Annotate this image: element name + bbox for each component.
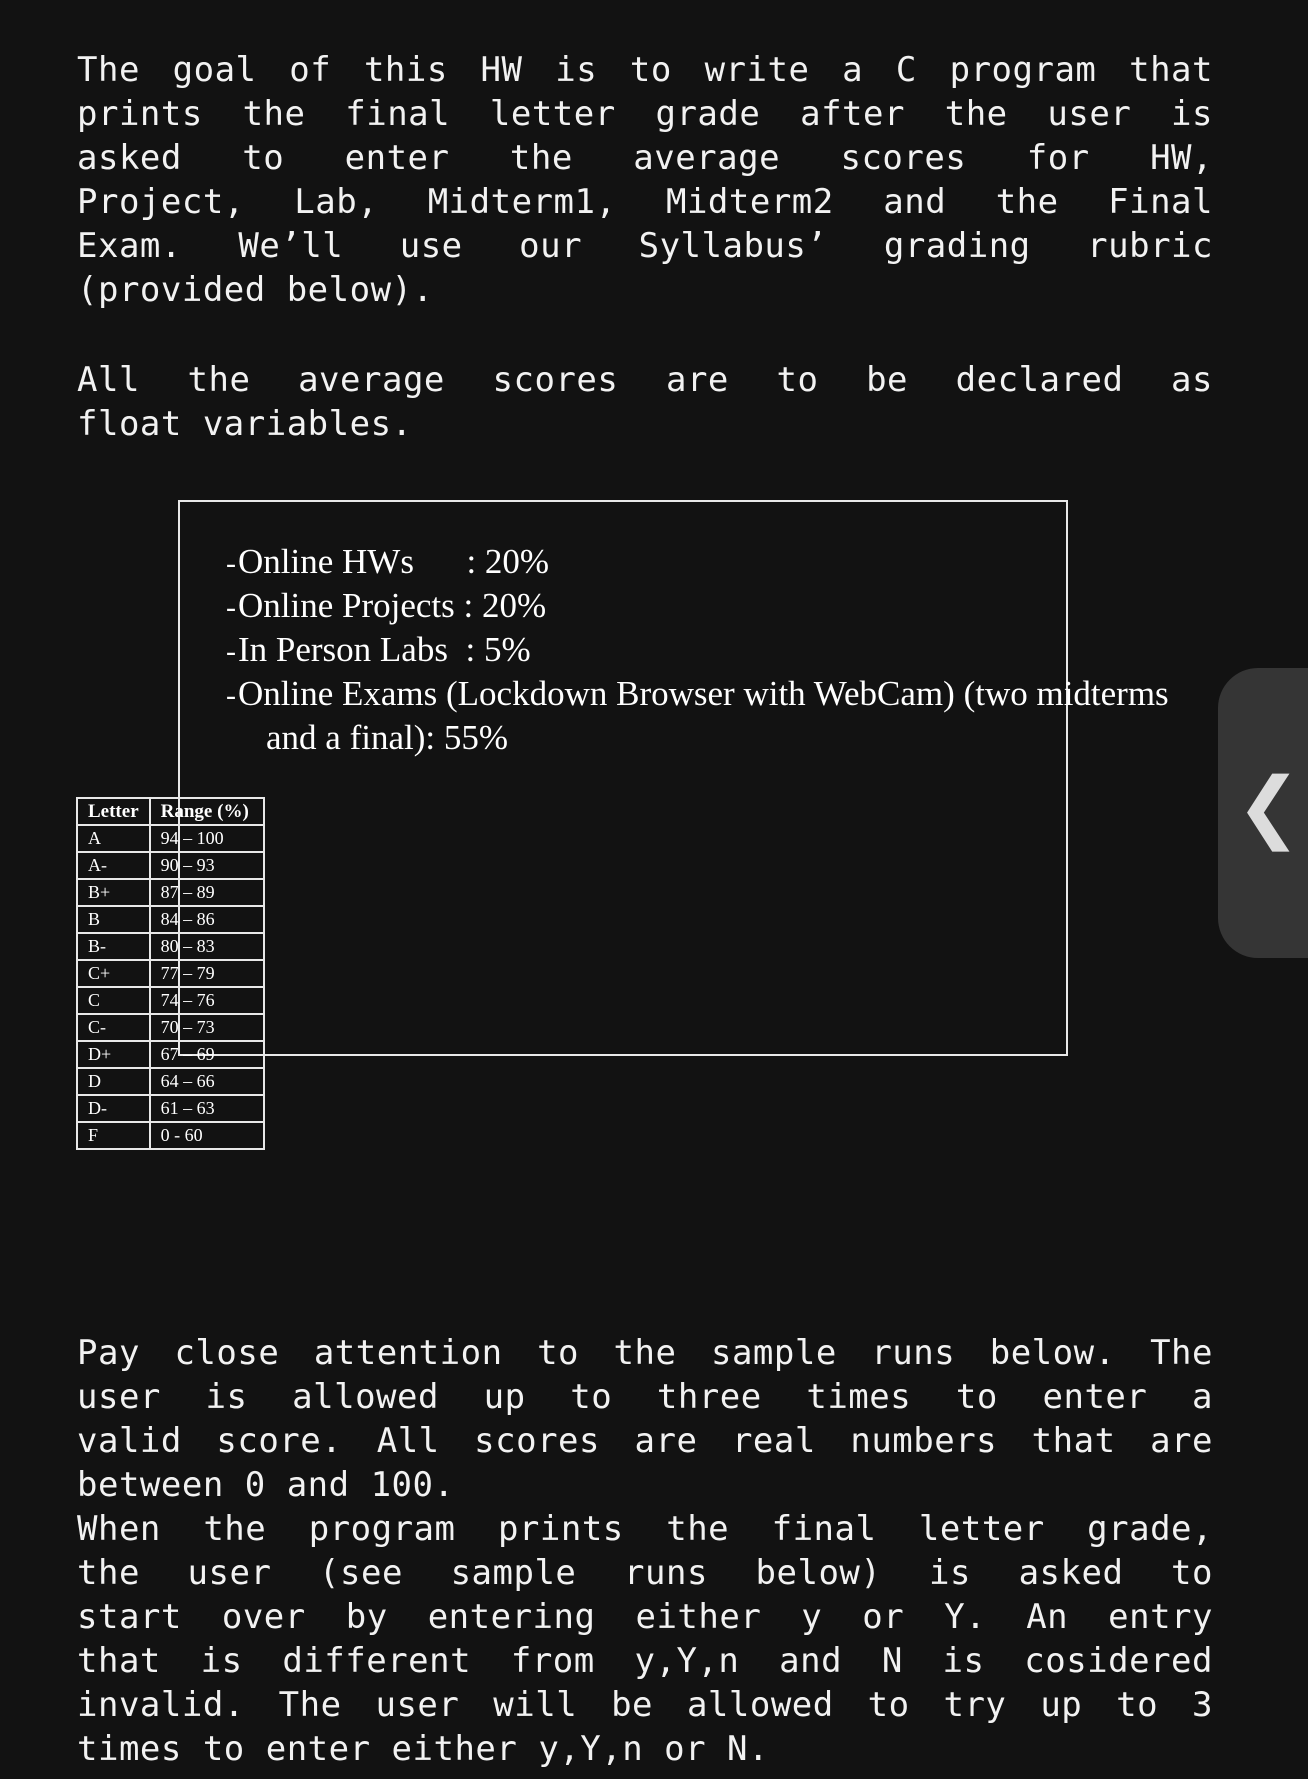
letter-cell: B-: [77, 933, 150, 960]
range-cell: 67 – 69: [150, 1041, 264, 1068]
range-cell: 61 – 63: [150, 1095, 264, 1122]
instruction-line: start over by entering either y or Y. An entry: [77, 1597, 1213, 1637]
table-row: [77, 1068, 264, 1095]
grading-weights: [226, 541, 1169, 759]
range-cell: 74 – 76: [150, 987, 264, 1014]
letter-cell: B: [77, 906, 150, 933]
table-row: [77, 933, 264, 960]
float-paragraph: [77, 358, 1213, 446]
instruction-line: times to enter either y,Y,n or N.: [77, 1729, 770, 1769]
intro-line: (provided below).: [77, 270, 434, 310]
letter-cell: A-: [77, 852, 150, 879]
table-row: [77, 825, 264, 852]
range-cell: 77 – 79: [150, 960, 264, 987]
letter-cell: D+: [77, 1041, 150, 1068]
letter-header: Letter: [77, 798, 150, 825]
table-row: [77, 1014, 264, 1041]
weight-item: -Online HWs : 20%: [226, 542, 550, 581]
weight-item: -Online Exams (Lockdown Browser with WebCam) (two midterms: [226, 674, 1169, 713]
range-cell: 87 – 89: [150, 879, 264, 906]
instruction-line: valid score. All scores are real numbers that are: [77, 1421, 1213, 1461]
range-cell: 80 – 83: [150, 933, 264, 960]
side-panel-tab[interactable]: [1218, 668, 1308, 958]
float-line: All the average scores are to be declared as: [77, 360, 1213, 400]
instruction-line: the user (see sample runs below) is asked to: [77, 1553, 1213, 1593]
float-line: float variables.: [77, 404, 413, 444]
intro-line: asked to enter the average scores for HW,: [77, 138, 1213, 178]
letter-cell: B+: [77, 879, 150, 906]
intro-paragraph: [77, 48, 1213, 312]
table-row: [77, 987, 264, 1014]
weight-item-continuation: and a final): 55%: [266, 718, 508, 757]
table-row: [77, 1122, 264, 1149]
grade-range-table: [76, 797, 265, 1150]
intro-line: Project, Lab, Midterm1, Midterm2 and the Final: [77, 182, 1213, 222]
range-cell: 64 – 66: [150, 1068, 264, 1095]
letter-cell: A: [77, 825, 150, 852]
weight-item: -Online Projects : 20%: [226, 586, 547, 625]
range-cell: 94 – 100: [150, 825, 264, 852]
table-row: [77, 906, 264, 933]
letter-cell: F: [77, 1122, 150, 1149]
letter-cell: D-: [77, 1095, 150, 1122]
table-header-row: [77, 798, 264, 825]
instruction-line: user is allowed up to three times to enter a: [77, 1377, 1213, 1417]
range-header: Range (%): [150, 798, 264, 825]
letter-cell: C+: [77, 960, 150, 987]
instruction-line: Pay close attention to the sample runs below. The: [77, 1333, 1213, 1373]
range-cell: 84 – 86: [150, 906, 264, 933]
chevron-left-icon[interactable]: ❮: [1236, 762, 1302, 852]
table-row: [77, 1041, 264, 1068]
letter-cell: C: [77, 987, 150, 1014]
intro-line: prints the final letter grade after the user is: [77, 94, 1213, 134]
weight-item: -In Person Labs : 5%: [226, 630, 531, 669]
letter-cell: C-: [77, 1014, 150, 1041]
table-row: [77, 852, 264, 879]
range-cell: 90 – 93: [150, 852, 264, 879]
intro-line: Exam. We’ll use our Syllabus’ grading rubric: [77, 226, 1213, 266]
instructions-paragraph: [77, 1331, 1213, 1771]
instruction-line: between 0 and 100.: [77, 1465, 455, 1505]
range-cell: 70 – 73: [150, 1014, 264, 1041]
range-cell: 0 - 60: [150, 1122, 264, 1149]
intro-line: The goal of this HW is to write a C program that: [77, 50, 1213, 90]
instruction-line: invalid. The user will be allowed to try up to 3: [77, 1685, 1213, 1725]
table-row: [77, 879, 264, 906]
table-row: [77, 1095, 264, 1122]
table-row: [77, 960, 264, 987]
letter-cell: D: [77, 1068, 150, 1095]
instruction-line: that is different from y,Y,n and N is cosidered: [77, 1641, 1213, 1681]
instruction-line: When the program prints the final letter grade,: [77, 1509, 1213, 1549]
